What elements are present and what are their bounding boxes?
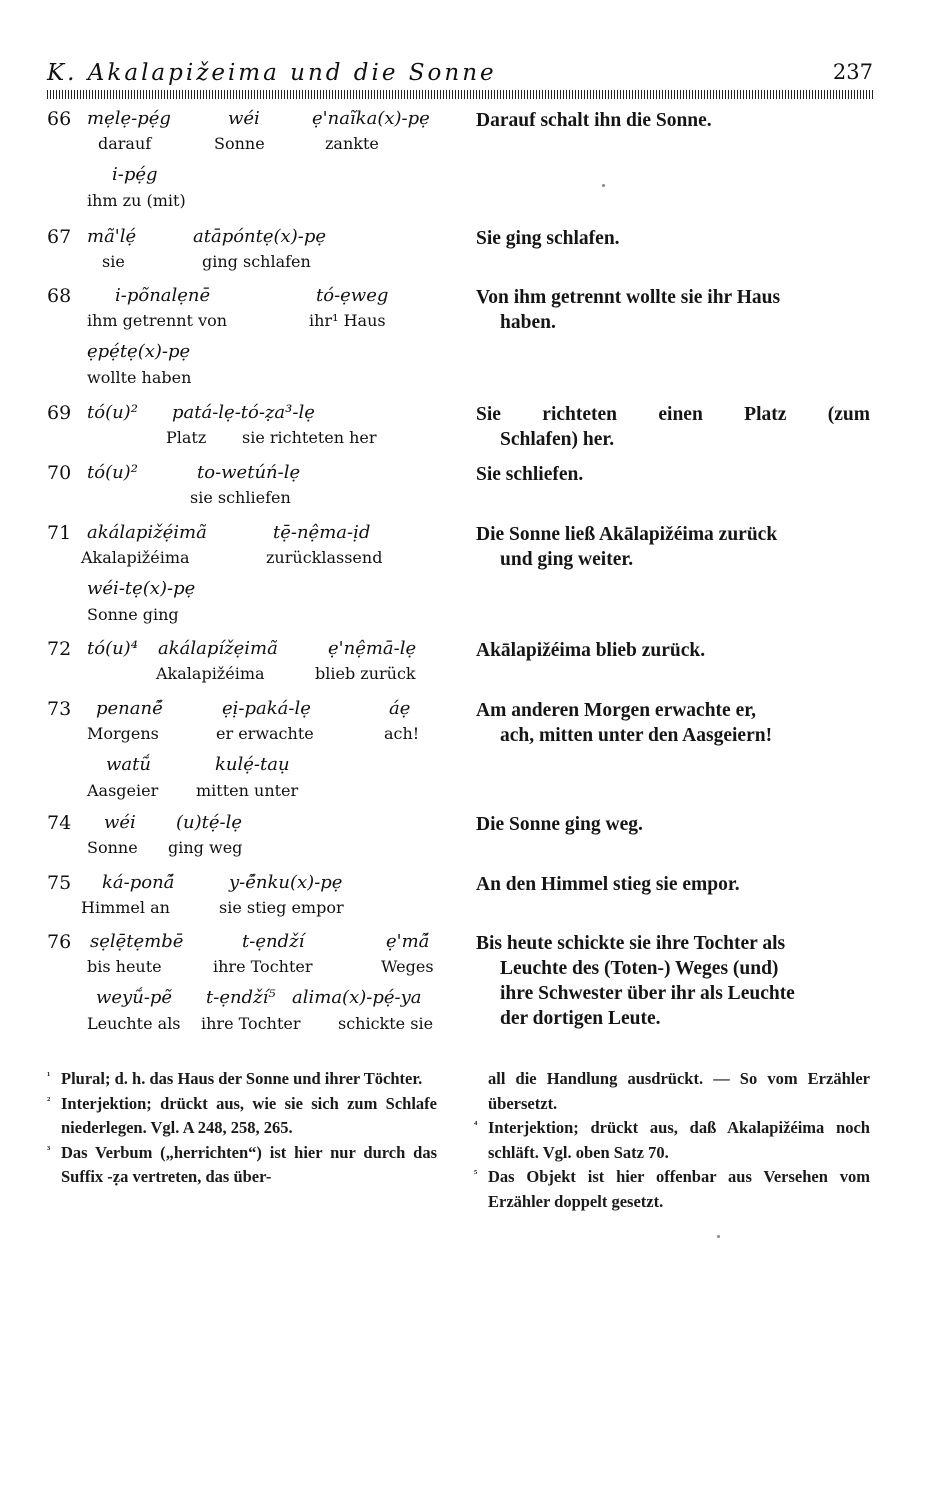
sentence-number: 74 <box>47 812 72 834</box>
print-speck <box>602 184 605 187</box>
translation: An den Himmel stieg sie empor. <box>476 874 740 895</box>
native-word: tó(u)² <box>87 462 138 483</box>
native-word: áẹ <box>389 698 411 719</box>
native-word: kulẹ́-taụ <box>215 754 290 775</box>
translation-line: Am anderen Morgen erwachte er, <box>476 700 756 721</box>
entry-72 <box>0 638 930 688</box>
sentence-number: 72 <box>47 638 72 660</box>
translation-line: Bis heute schickte sie ihre Tochter als <box>476 933 786 954</box>
native-word: tó-ẹweg <box>316 285 389 306</box>
entry-73 <box>0 698 930 808</box>
gloss: blieb zurück <box>315 664 416 683</box>
entry-69 <box>0 402 930 457</box>
native-word: wéi <box>104 812 136 833</box>
gloss: sie schliefen <box>190 488 291 507</box>
native-word: i-põnalẹnē <box>115 285 211 306</box>
sentence-number: 69 <box>47 402 72 424</box>
native-word: weyṹ-pẽ <box>96 987 173 1008</box>
translation: Sie ging schlafen. <box>476 228 620 249</box>
entry-71 <box>0 522 930 632</box>
gloss: ihm zu (mit) <box>87 191 186 210</box>
print-speck <box>717 1235 720 1238</box>
native-word: ẹ'naĩka(x)-pẹ <box>312 108 430 129</box>
native-word: (u)tẹ́-lẹ <box>176 812 243 833</box>
entry-67 <box>0 226 930 276</box>
gloss: Himmel an <box>81 898 170 917</box>
gloss: zankte <box>325 134 379 153</box>
gloss: darauf <box>98 134 152 153</box>
footnote-text: Plural; d. h. das Haus der Sonne und ihrer Töchter. <box>61 1069 423 1088</box>
gloss: ihm getrennt von <box>87 311 228 330</box>
footnote-3 <box>47 1141 437 1190</box>
entry-66 <box>0 108 930 218</box>
gloss: Sonne <box>214 134 265 153</box>
native-word: akálapižẹ́imã <box>87 522 207 543</box>
footnote-mark: ⁴ <box>474 1119 478 1131</box>
gloss: ihre Tochter <box>213 957 313 976</box>
gloss: ihre Tochter <box>201 1014 301 1033</box>
translation-line: haben. <box>500 312 556 333</box>
native-word: atāpóntẹ(x)-pẹ <box>193 226 326 247</box>
gloss: ging weg <box>168 838 243 857</box>
page-header <box>47 60 873 90</box>
translation <box>476 931 870 1031</box>
entry-74 <box>0 812 930 862</box>
footnote-mark: ⁵ <box>474 1168 478 1180</box>
gloss: zurücklassend <box>266 548 383 567</box>
footnote-4 <box>474 1116 870 1165</box>
translation-line: Leuchte des (Toten-) Weges (und) <box>500 958 779 979</box>
header-rule <box>47 90 873 99</box>
native-word: y-ẽ́nku(x)-pẹ <box>229 872 343 893</box>
sentence-number: 66 <box>47 108 72 130</box>
native-word: patá-lẹ-tó-ẓa³-lẹ <box>172 402 315 423</box>
sentence-number: 67 <box>47 226 72 248</box>
footnote-mark: ³ <box>47 1143 51 1156</box>
translation-line: Die Sonne ließ Akālapižéima zurück <box>476 524 778 545</box>
translation <box>476 522 870 572</box>
sentence-number: 75 <box>47 872 72 894</box>
translation-line: und ging weiter. <box>500 549 634 570</box>
translation-line: ach, mitten unter den Aasgeiern! <box>500 725 773 746</box>
footnote-mark: ¹ <box>47 1070 51 1082</box>
native-word: mã'lẹ́ <box>87 226 137 247</box>
native-word: t-ẹndží⁵ <box>206 987 276 1008</box>
translation-line: Schlafen) her. <box>500 429 615 450</box>
gloss: Sonne <box>87 838 138 857</box>
footnote-text: Interjektion; drückt aus, wie sie sich zum Schlafe niederlegen. Vgl. A 248, 258, 265. <box>61 1093 437 1137</box>
translation: Die Sonne ging weg. <box>476 814 643 835</box>
page-number: 237 <box>832 60 873 84</box>
gloss: sie stieg empor <box>219 898 344 917</box>
gloss: Akalapižéima <box>156 664 265 683</box>
sentence-number: 68 <box>47 285 72 307</box>
translation: Akālapižéima blieb zurück. <box>476 640 706 661</box>
native-word: ẹ'mã́ <box>386 931 430 952</box>
native-word: sẹlẹ̄tẹmbē <box>90 931 184 952</box>
translation <box>476 402 870 452</box>
gloss: er erwachte <box>216 724 314 743</box>
footnote-mark: ² <box>47 1094 51 1107</box>
footnotes-right <box>474 1067 870 1214</box>
gloss: Aasgeier <box>87 781 159 800</box>
translation <box>476 698 870 748</box>
gloss: Sonne ging <box>87 605 179 624</box>
native-word: wéi <box>228 108 260 129</box>
gloss: ihr¹ Haus <box>309 311 386 330</box>
native-word: t-ẹndží <box>242 931 305 952</box>
running-title: K. Akalapižeima und die Sonne <box>47 60 497 86</box>
native-word: tẹ̄-nệma-ịd <box>273 522 371 543</box>
native-word: tó(u)⁴ <box>87 638 138 659</box>
gloss: Platz <box>166 428 207 447</box>
native-word: akálapížẹimã <box>158 638 278 659</box>
sentence-number: 70 <box>47 462 72 484</box>
translation: Sie schliefen. <box>476 464 584 485</box>
entry-76 <box>0 931 930 1041</box>
gloss: ach! <box>384 724 420 743</box>
native-word: mẹlẹ-pẹ́g <box>87 108 171 129</box>
native-word: wéi-tẹ(x)-pẹ <box>87 578 196 599</box>
footnote-text: Das Objekt ist hier offenbar aus Versehen vom Erzähler doppelt gesetzt. <box>488 1167 870 1211</box>
gloss: Weges <box>381 957 434 976</box>
translation <box>476 285 870 335</box>
gloss: bis heute <box>87 957 162 976</box>
native-word: watṹ <box>106 754 151 775</box>
translation: Darauf schalt ihn die Sonne. <box>476 110 712 131</box>
sentence-number: 76 <box>47 931 72 953</box>
footnote-1 <box>47 1067 437 1092</box>
sentence-number: 73 <box>47 698 72 720</box>
native-word: ẹpẹ́tẹ(x)-pẹ <box>87 341 191 362</box>
translation-line: Sie richteten einen Platz (zum <box>476 404 870 425</box>
translation-line: der dortigen Leute. <box>500 1008 661 1029</box>
footnote-3-continuation: all die Handlung ausdrückt. — So vom Erzähler übersetzt. <box>488 1069 870 1113</box>
translation-line: Von ihm getrennt wollte sie ihr Haus <box>476 287 781 308</box>
footnote-text: Das Verbum („herrichten“) ist hier nur durch das Suffix -ẓa vertreten, das über- <box>61 1142 437 1186</box>
native-word: to-wetúń-lẹ <box>197 462 301 483</box>
translation-line: ihre Schwester über ihr als Leuchte <box>500 983 795 1004</box>
footnote-5 <box>474 1165 870 1214</box>
entry-75 <box>0 872 930 922</box>
sentence-number: 71 <box>47 522 72 544</box>
native-word: penanẽ́ <box>96 698 163 719</box>
gloss: sie richteten her <box>242 428 377 447</box>
native-word: tó(u)² <box>87 402 138 423</box>
gloss: wollte haben <box>87 368 192 387</box>
entry-68 <box>0 285 930 395</box>
gloss: mitten unter <box>196 781 299 800</box>
footnote-2 <box>47 1092 437 1141</box>
gloss: sie <box>102 252 125 271</box>
gloss: Leuchte als <box>87 1014 181 1033</box>
gloss: ging schlafen <box>202 252 311 271</box>
entry-70 <box>0 462 930 512</box>
footnotes-left <box>47 1067 437 1190</box>
native-word: alima(x)-pẹ́-ya <box>292 987 422 1008</box>
native-word: i-pẹ́g <box>112 164 158 185</box>
gloss: Akalapižéima <box>81 548 190 567</box>
native-word: ká-ponã́ <box>102 872 175 893</box>
gloss: schickte sie <box>338 1014 434 1033</box>
footnote-text: Interjektion; drückt aus, daß Akalapižéima noch schläft. Vgl. oben Satz 70. <box>488 1118 870 1162</box>
gloss: Morgens <box>87 724 159 743</box>
native-word: ẹ'nệmā-lẹ <box>328 638 417 659</box>
native-word: ẹị-paká-lẹ <box>222 698 311 719</box>
